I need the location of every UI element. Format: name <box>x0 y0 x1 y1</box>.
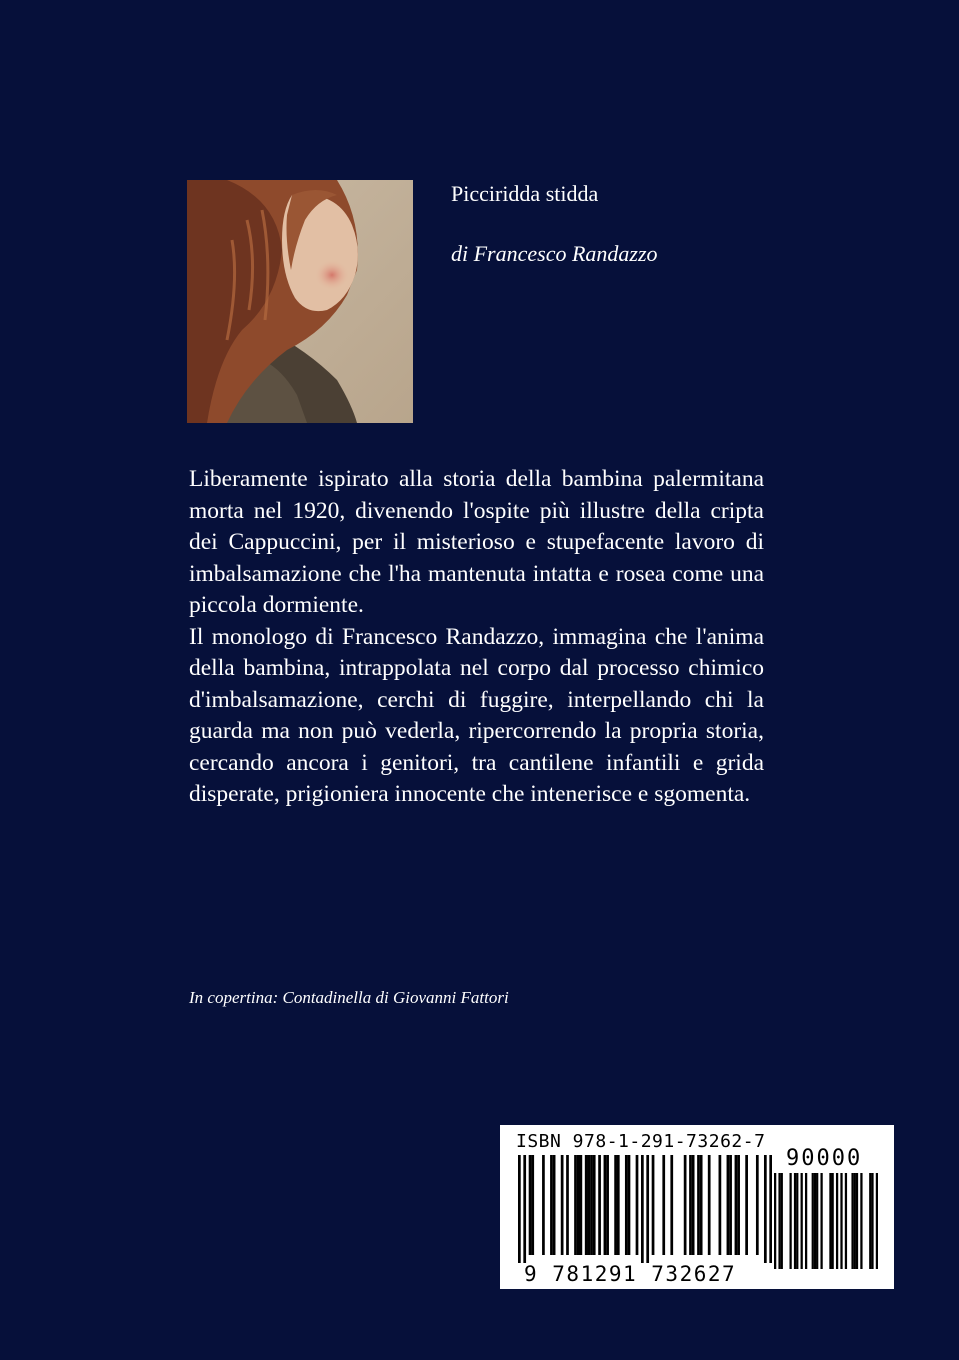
blurb-paragraph: Liberamente ispirato alla storia della bambina palermitana morta nel 1920, divenendo l'ospite più illustre della cripta dei Cappuccini, per il misterioso e stupefacente lavoro di imbalsamazione che l'ha mantenuta intatta e rosea come una piccola dormiente. <box>189 466 764 618</box>
isbn-barcode <box>500 1125 894 1289</box>
blurb-paragraph: Il monologo di Francesco Randazzo, immagina che l'anima della bambina, intrappolata nel corpo dal processo chimico d'imbalsamazione, cerchi di fuggire, interpellando chi la guarda ma non può vederla, ripercorrendo la propria storia, cercando ancora i genitori, tra cantilene infantili e grida disperate, prigioniera innocente che intenerisce e sgomenta. <box>189 623 764 807</box>
barcode-bars-icon <box>518 1155 772 1263</box>
barcode-addon-digits: 90000 <box>786 1146 863 1171</box>
blurb <box>189 464 764 811</box>
book-title: Picciridda stidda <box>451 181 599 206</box>
ean-digits: 9 781291 732627 <box>524 1262 737 1286</box>
cover-portrait-painting <box>187 180 413 423</box>
author-line: di Francesco Randazzo <box>451 241 658 266</box>
barcode-addon-bars-icon <box>774 1173 878 1277</box>
cover-credit: In copertina: Contadinella di Giovanni Fattori <box>189 988 509 1007</box>
isbn-label: ISBN 978-1-291-73262-7 <box>516 1131 766 1152</box>
